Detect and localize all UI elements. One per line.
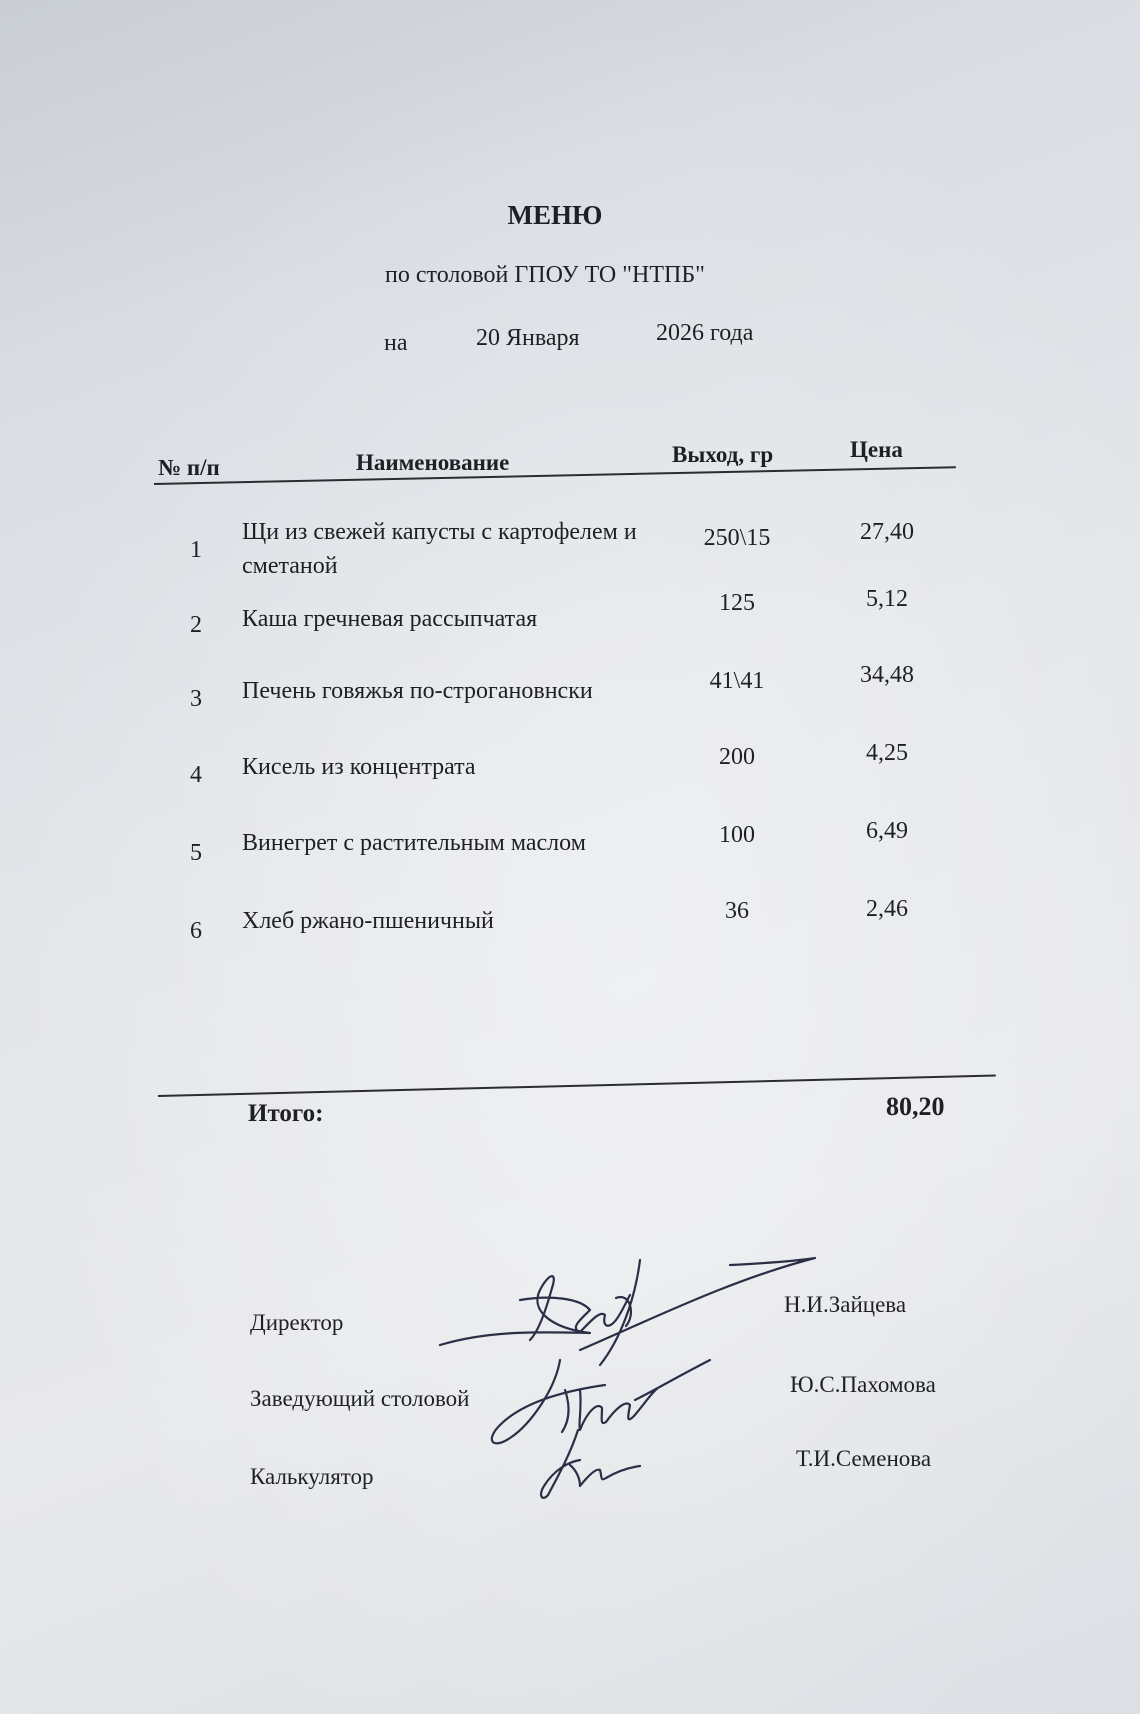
row-price: 4,25	[866, 740, 908, 766]
row-name: Печень говяжья по-строгановнски	[242, 678, 593, 704]
row-price: 6,49	[866, 818, 908, 844]
header-output: Выход, гр	[672, 442, 774, 467]
table-row	[0, 586, 1140, 670]
signature-role-calculator: Калькулятор	[250, 1464, 374, 1489]
row-price: 27,40	[860, 519, 914, 545]
calculator-signature	[541, 1430, 640, 1498]
signature-name-canteen-head: Ю.С.Пахомова	[790, 1372, 936, 1397]
total-label: Итого:	[248, 1100, 324, 1127]
table-row	[0, 896, 1140, 980]
handwritten-signatures	[430, 1240, 830, 1510]
signature-role-director: Директор	[250, 1310, 344, 1335]
table-row	[0, 662, 1140, 746]
row-num: 5	[190, 840, 202, 866]
date-day-month: 20 Января	[476, 325, 580, 351]
row-output: 250\15	[703, 525, 771, 551]
signature-name-director: Н.И.Зайцева	[784, 1292, 907, 1317]
document-subtitle: по столовой ГПОУ ТО "НТПБ"	[385, 262, 705, 288]
row-num: 1	[190, 537, 202, 563]
table-row	[0, 818, 1140, 902]
row-price: 34,48	[860, 662, 914, 688]
row-output: 125	[719, 590, 755, 616]
row-output: 100	[719, 822, 755, 848]
row-name: Щи из свежей капусты с картофелем и сметаной	[242, 519, 637, 579]
header-price: Цена	[850, 437, 903, 462]
table-bottom-rule	[158, 1075, 996, 1097]
row-num: 4	[190, 762, 202, 788]
row-name: Винегрет с растительным маслом	[242, 830, 586, 856]
document-title: МЕНЮ	[507, 200, 603, 230]
row-name: Каша гречневая рассыпчатая	[242, 606, 538, 632]
table-row	[0, 740, 1140, 824]
row-output: 200	[719, 744, 755, 770]
row-num: 6	[190, 918, 202, 944]
director-signature	[440, 1258, 815, 1365]
row-num: 3	[190, 686, 202, 712]
header-name: Наименование	[356, 450, 510, 475]
row-price: 5,12	[866, 586, 908, 612]
row-output: 36	[725, 898, 749, 924]
date-year: 2026 года	[656, 320, 754, 346]
date-prefix: на	[384, 330, 408, 356]
row-name: Кисель из концентрата	[242, 754, 476, 780]
canteen-head-signature	[492, 1360, 710, 1443]
signature-role-canteen-head: Заведующий столовой	[250, 1386, 470, 1411]
row-num: 2	[190, 612, 202, 638]
table-row	[0, 515, 1140, 595]
row-output: 41\41	[709, 668, 765, 694]
table-top-rule	[154, 466, 956, 485]
total-value: 80,20	[886, 1092, 945, 1121]
signature-name-calculator: Т.И.Семенова	[796, 1446, 932, 1471]
row-name: Хлеб ржано-пшеничный	[242, 908, 494, 934]
row-price: 2,46	[866, 896, 908, 922]
header-num: № п/п	[158, 455, 220, 480]
